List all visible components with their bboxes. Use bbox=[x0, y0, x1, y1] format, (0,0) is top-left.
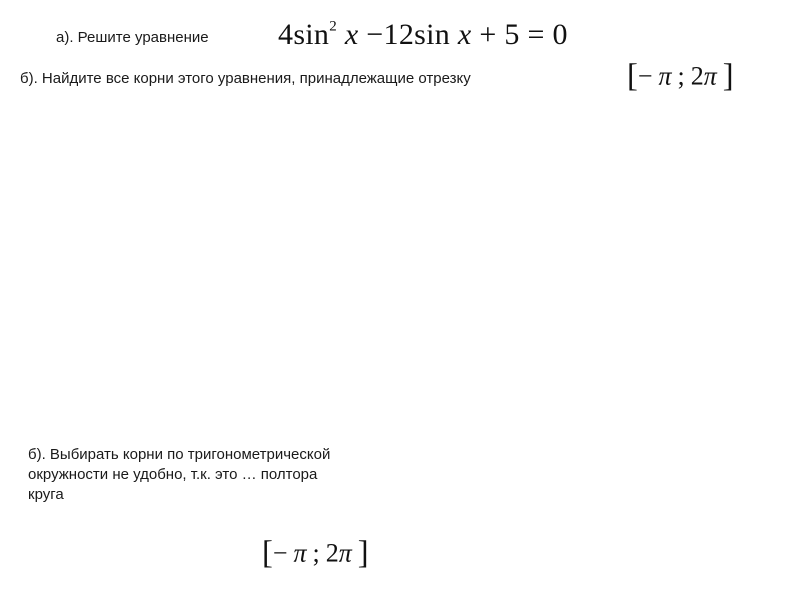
minus-sign: − bbox=[366, 18, 384, 51]
right-bracket: ] bbox=[722, 58, 734, 94]
note-text: б). Выбирать корни по тригонометрической окружности не удобно, т.к. это … полтора круга bbox=[28, 446, 331, 503]
variable-x: x bbox=[344, 18, 359, 51]
left-bracket: [ bbox=[627, 58, 638, 94]
right-hand-side: 0 bbox=[552, 18, 568, 51]
pi-symbol-2: π bbox=[703, 61, 717, 91]
coefficient-12: 12 bbox=[383, 18, 415, 51]
left-bracket: [ bbox=[262, 535, 273, 571]
constant-5: 5 bbox=[504, 18, 520, 51]
pi-symbol: π bbox=[293, 538, 307, 568]
pi-symbol: π bbox=[658, 61, 672, 91]
interval-formula bbox=[627, 60, 734, 92]
sin-function: sin bbox=[293, 18, 330, 51]
task-a-label: а). Решите уравнение bbox=[56, 29, 209, 46]
pi-symbol-2: π bbox=[338, 538, 352, 568]
interval-formula-bottom bbox=[262, 537, 369, 569]
variable-x-2: x bbox=[457, 18, 472, 51]
coefficient-2: 2 bbox=[325, 538, 339, 568]
right-bracket: ] bbox=[357, 535, 369, 571]
equals-sign: = bbox=[527, 18, 545, 51]
separator: ; bbox=[677, 61, 685, 91]
minus-sign: − bbox=[272, 538, 288, 568]
separator: ; bbox=[312, 538, 320, 568]
coefficient-2: 2 bbox=[690, 61, 704, 91]
equation-formula bbox=[278, 17, 568, 53]
plus-sign: + bbox=[479, 18, 497, 51]
sin-function-2: sin bbox=[414, 18, 451, 51]
task-b-label: б). Найдите все корни этого уравнения, принадлежащие отрезку bbox=[20, 70, 471, 87]
exponent-2: 2 bbox=[329, 18, 338, 35]
coefficient-4: 4 bbox=[278, 18, 294, 51]
minus-sign: − bbox=[637, 61, 653, 91]
